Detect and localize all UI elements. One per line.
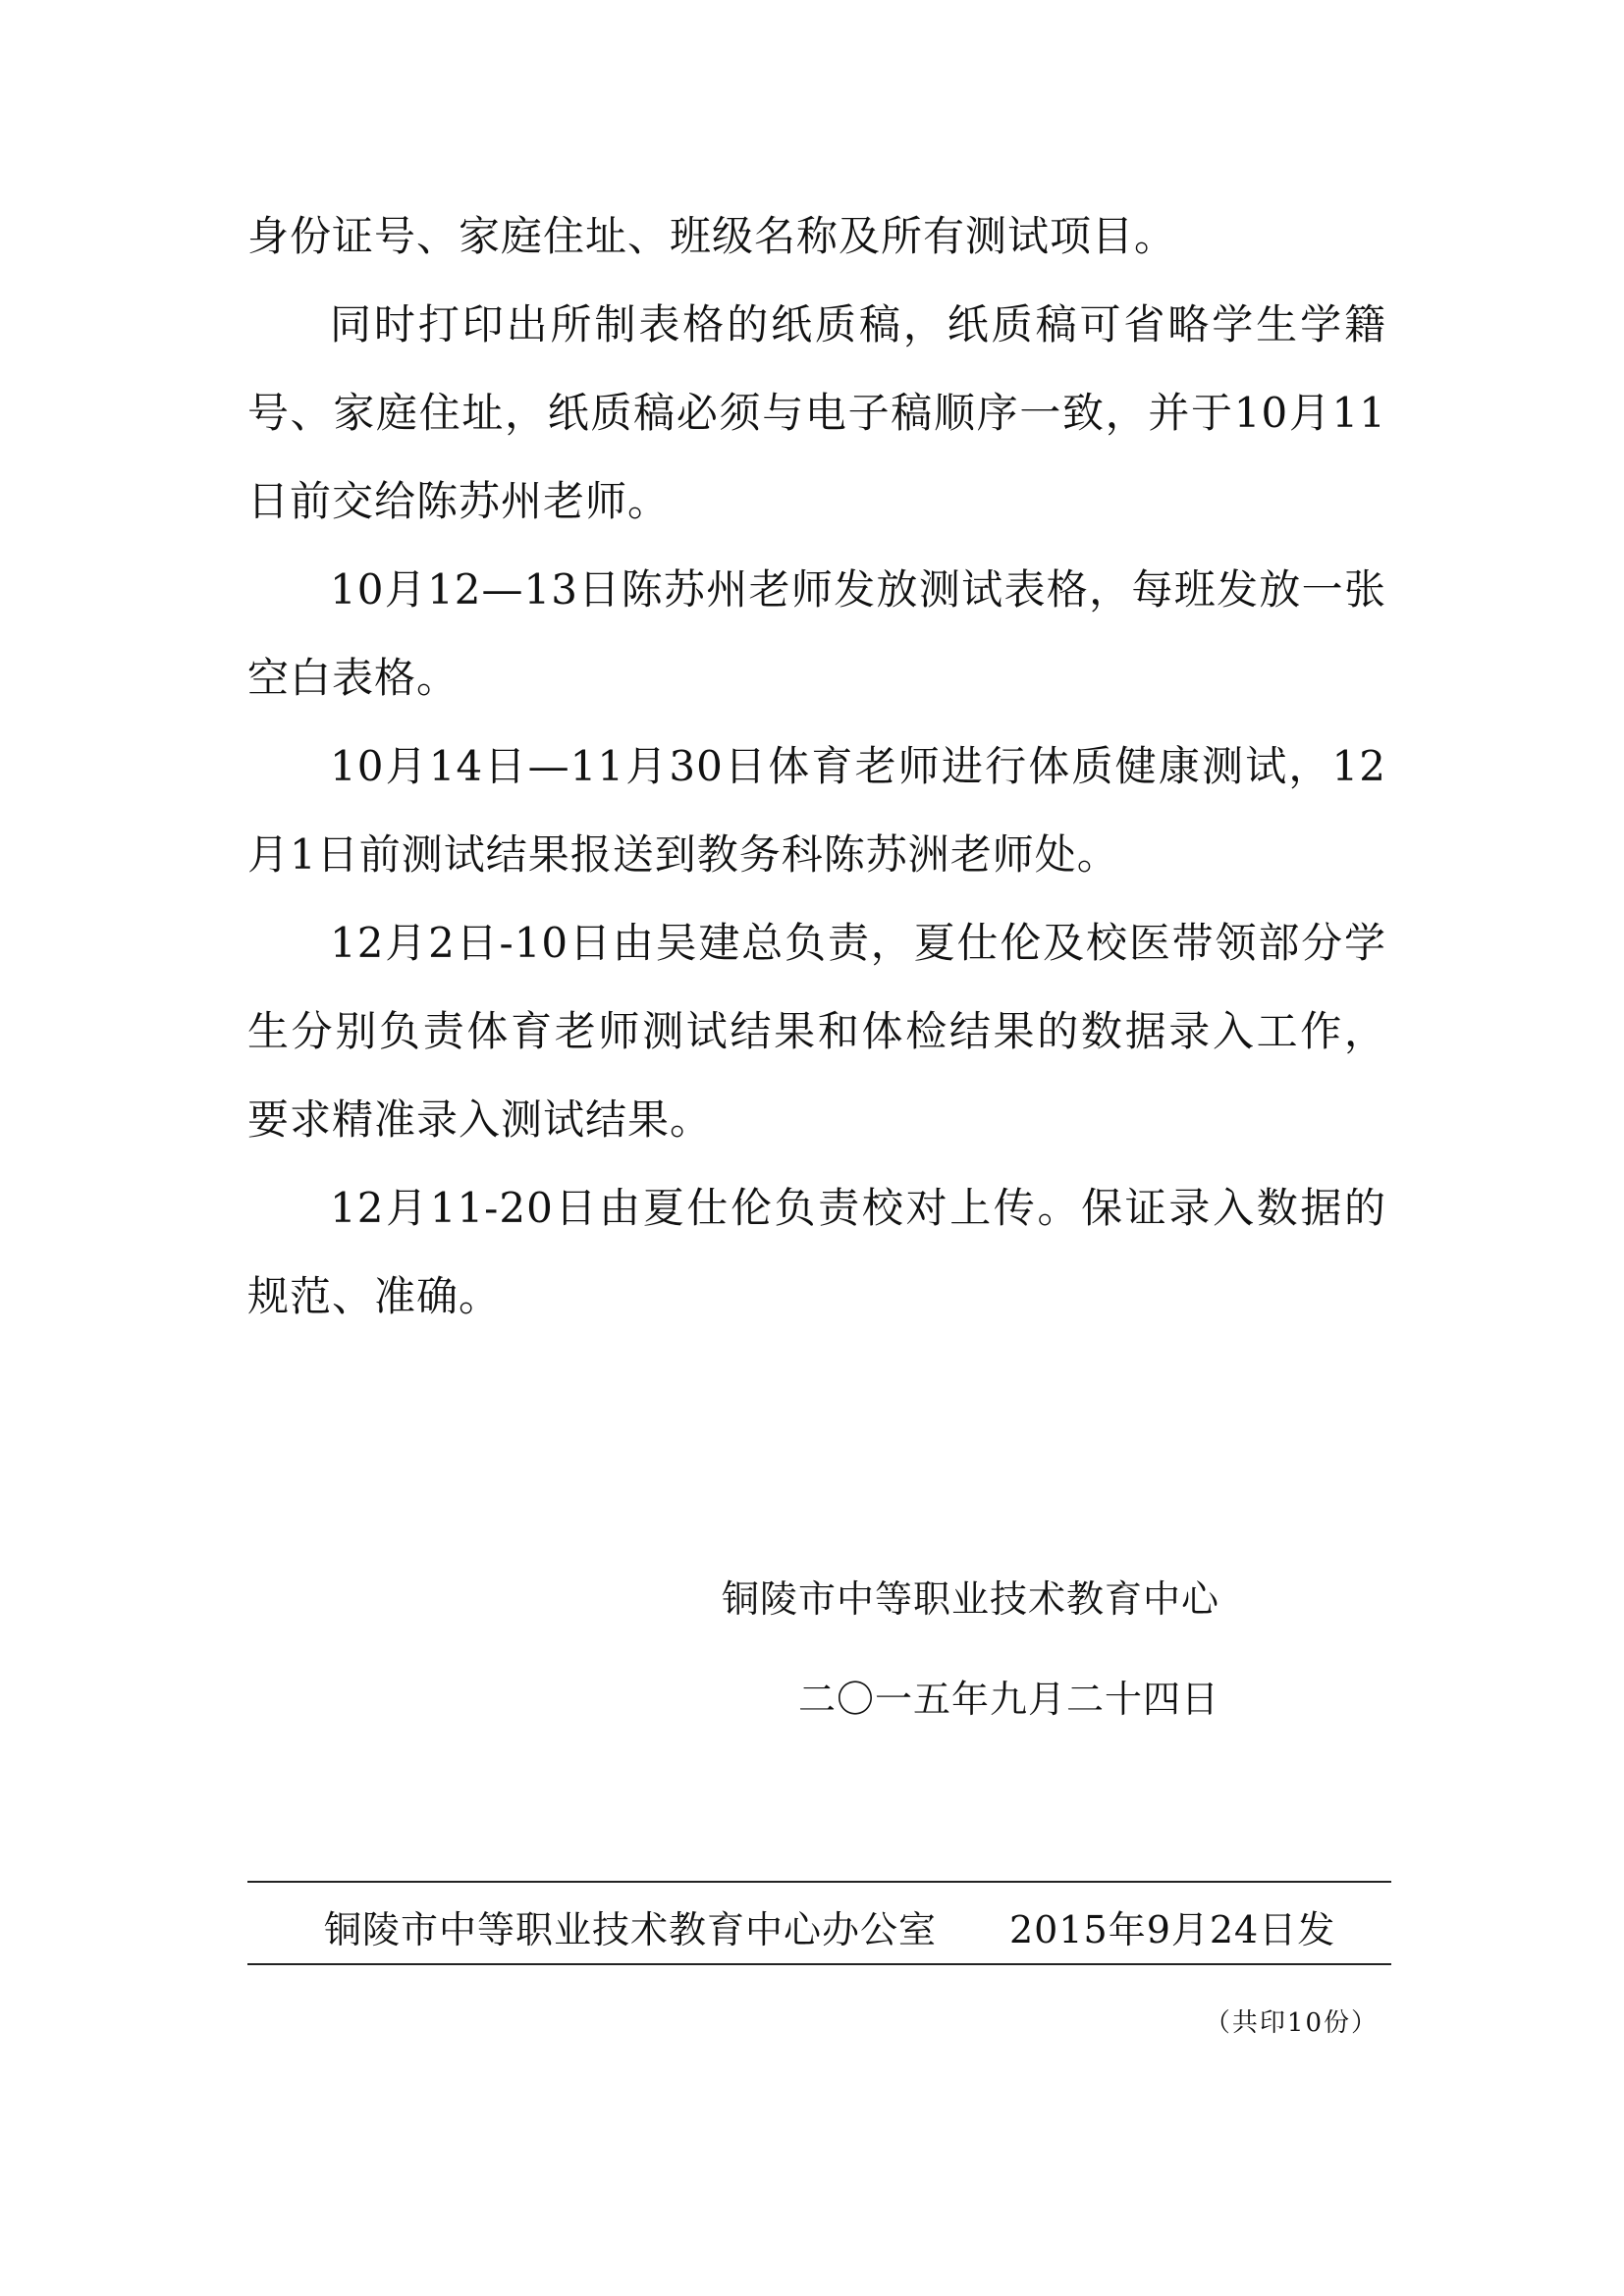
- paragraph-continuation: 身份证号、家庭住址、班级名称及所有测试项目。: [247, 212, 1177, 260]
- signature-date: 二〇一五年九月二十四日: [797, 1678, 1219, 1721]
- paragraph-print-forms: 同时打印出所制表格的纸质稿，纸质稿可省略学生学籍号、家庭住址，纸质稿必须与电子稿顺序一致，并于10月11日前交给陈苏州老师。: [247, 300, 1386, 525]
- signature-organization: 铜陵市中等职业技术教育中心: [721, 1577, 1219, 1621]
- footer-issuer: 铜陵市中等职业技术教育中心办公室: [324, 1908, 938, 1951]
- footer-top-rule: [247, 1881, 1391, 1883]
- print-copies-note: （共印10份）: [1204, 2008, 1379, 2038]
- paragraph-proofread-upload: 12月11-20日由夏仕伦负责校对上传。保证录入数据的规范、准确。: [247, 1184, 1386, 1320]
- paragraph-data-entry: 12月2日-10日由吴建总负责，夏仕伦及校医带领部分学生分别负责体育老师测试结果和体检结果的数据录入工作，要求精准录入测试结果。: [247, 919, 1386, 1144]
- footer-bottom-rule: [247, 1963, 1391, 1965]
- paragraph-fitness-test: 10月14日—11月30日体育老师进行体质健康测试，12月1日前测试结果报送到教务科陈苏洲老师处。: [247, 742, 1386, 879]
- document-body: [247, 192, 1386, 1341]
- paragraph-distribute-forms: 10月12—13日陈苏州老师发放测试表格，每班发放一张空白表格。: [247, 565, 1386, 702]
- footer-issue-date: 2015年9月24日发: [1009, 1908, 1336, 1951]
